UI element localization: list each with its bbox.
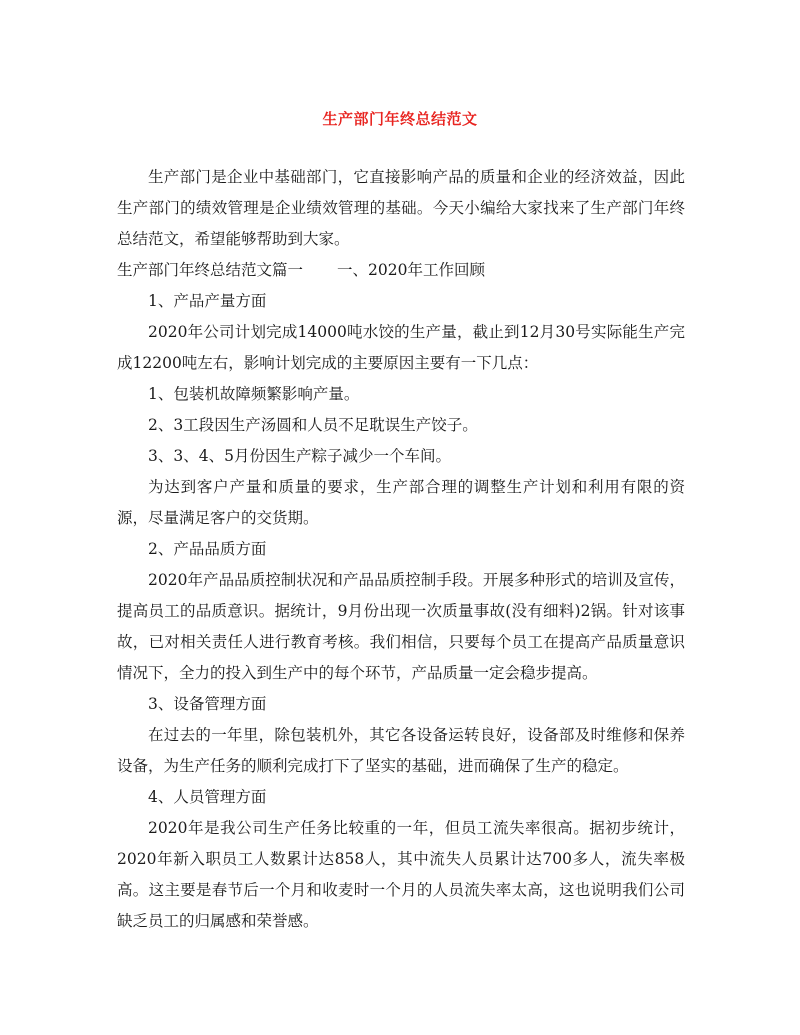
- subheading-quality: 2、产品品质方面: [148, 540, 267, 558]
- intro-paragraph: 生产部门是企业中基础部门，它直接影响产品的质量和企业的经济效益，因此生产部门的绩效管理是企业绩效管理的基础。今天小编给大家找来了生产部门年终总结范文，希望能够帮助到大家。: [117, 168, 685, 248]
- review-heading: 一、2020年工作回顾: [337, 261, 485, 279]
- paragraph-personnel: 2020年是我公司生产任务比较重的一年，但员工流失率很高。据初步统计，2020年新入职员工人数累计达858人，其中流失人员累计达700多人，流失率极高。这主要是春节后一个月和收麦时一个月的人员流失率太高，这也说明我们公司缺乏员工的归属感和荣誉感。: [117, 819, 685, 930]
- list-item-reason-3: 3、3、4、5月份因生产粽子减少一个车间。: [148, 447, 451, 465]
- paragraph-quality: 2020年产品品质控制状况和产品品质控制手段。开展多种形式的培训及宣传，提高员工的品质意识。据统计，9月份出现一次质量事故(没有细料)2锅。针对该事故，已对相关责任人进行教育考核。我们相信，只要每个员工在提高产品质量意识情况下，全力的投入到生产中的每个环节，产品质量一定会稳步提高。: [117, 571, 685, 682]
- paragraph-customer: 为达到客户产量和质量的要求，生产部合理的调整生产计划和利用有限的资源，尽量满足客户的交货期。: [117, 478, 685, 527]
- list-item-reason-2: 2、3工段因生产汤圆和人员不足耽误生产饺子。: [148, 416, 478, 434]
- subheading-equipment: 3、设备管理方面: [148, 695, 267, 713]
- subheading-personnel: 4、人员管理方面: [148, 788, 267, 806]
- document-body: [117, 162, 685, 937]
- section-heading-line: [117, 255, 685, 286]
- paragraph-equipment: 在过去的一年里，除包装机外，其它各设备运转良好，设备部及时维修和保养设备，为生产任务的顺利完成打下了坚实的基础，进而确保了生产的稳定。: [117, 726, 685, 775]
- document-title: 生产部门年终总结范文: [322, 110, 478, 128]
- subheading-output: 1、产品产量方面: [148, 292, 267, 310]
- paragraph-output-plan: 2020年公司计划完成14000吨水饺的生产量，截止到12月30号实际能生产完成12200吨左右，影响计划完成的主要原因主要有一下几点：: [117, 323, 685, 372]
- list-item-reason-1: 1、包装机故障频繁影响产量。: [148, 385, 360, 403]
- article-heading: 生产部门年终总结范文篇一: [117, 261, 304, 279]
